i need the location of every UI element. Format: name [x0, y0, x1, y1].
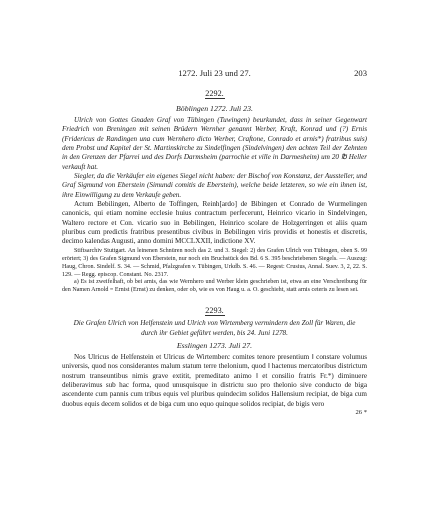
running-head-title: 1272. Juli 23 und 27. [178, 68, 251, 78]
charter-text: Nos Ulricus de Helfenstein et Ulricus de Wirtemberc comites tenore presentium ‖ constare volumus universis, quod nos considerantes malum statum terre thelonium, quod ‖ hactenus mercatoribus districtum nostrum transeuntibus nimis grave extitit, premeditato animo ‖ et consilio fratris Fr.*) diminuere deliberavimus sub hac forma, quod unusquisque in districtu suo pro thelonio sive conducto de biga ascendente cum pannis cum tribus equis vel pluribus quindecim solidos Hallensium recipiat, de biga cum duobus equis decem solidos et de biga cum uno equo quinque solidos recipiat, de bigis vero [62, 352, 367, 408]
sheet-signature: 26 * [355, 408, 367, 416]
document-number: 2292. [205, 89, 224, 98]
document-regest-2: Die Grafen Ulrich von Helfenstein und Ulrich von Wirtemberg vermindern den Zoll für Waren, die durch ihr Gebiet geführt werden, bis 24. Juni 1278. [73, 319, 356, 337]
divider-2 [205, 315, 225, 316]
divider [205, 98, 225, 99]
running-header [62, 68, 367, 80]
archival-note: Stiftsarchiv Stuttgart. An leinenen Schnüren noch das 2. und 3. Siegel: 2) des Grafen Ulrich von Tübingen, oben S. 99 erörtert; 3) des Grafen Sigmund von Eberstein, nur noch ein Bruchstück des Bd. 6 S. 395 beschriebenen Siegels. — Auszug: Haug, Chron. Sindelf. S. 34. — Schmid, Pfalzgrafen v. Tübingen, Urkdb. S. 46. — Regest: Crusius, Annal. Suev. 3, 2, 22. S. 129. — Regg. episcop. Constant. No. 2317. [62, 247, 367, 278]
footnote-a: a) Es ist zweifelhaft, ob bei arnis, das wie Wernhero und Werber klein geschrieben ist, etwa an eine Verschreibung für den Namen Arnold = Ernist (Ernst) zu denken, oder ob, wie es von Haug u. a. O. geschieht, statt arnis ceteris zu lesen sei. [62, 279, 367, 294]
actum-paragraph: Actum Bebilingen, Alberto de Toffingen, Reinh[ardo] de Bibingen et Conrado de Wurmelingen canonicis, qui etiam nomine ecclesie huius contractum perfecerunt, Heinrico vicario in Sindelvingen, Waltero rectore et Con. vicario suo in Bebilingen, Heinrico scolare de Holzgerringen et aliis quam pluribus cum predictis fratribus presentibus civibus in Bebilingen viris providis et honestis et discretis, decimo kalendas Augusti, anno domini MCCLXXII, indictione XV. [62, 200, 367, 246]
document-regest: Ulrich von Gottes Gnaden Graf von Tübingen (Tuwingen) beurkundet, dass in seiner Gegenwart Friedrich von Breningen mit seinen Brüdern Wernher genannt Werber, Kraft, Konrad und (?) Ernis (Fridericus de Randingen una cum Wernhero dicto Werber, Craftone, Conrado et arnis*) fratribus suis) dem Probst und Kapitel der St. Martinskirche zu Sindelfingen (Sindelvingen) den achten Teil der Zehnten in den Grenzen der Pfarrei und des Dorfs Darmsheim (parrochie et ville in Darmesheim) um 20 ℔ Heller verkauft hat. [62, 116, 367, 171]
document-dateline-2: Esslingen 1273. Juli 27. [176, 340, 253, 350]
page-number: 203 [354, 68, 367, 78]
sealers-paragraph: Siegler, da die Verkäufer ein eigenes Siegel nicht haben: der Bischof von Konstanz, der Aussteller, und Graf Sigmund von Eberstein (Simundi comitis de Eberstein), welche beide letzteren, so wie ein ihnen ist, ihre Einwilligung zu dem Verkaufe geben. [62, 172, 367, 199]
document-number-2: 2293. [205, 306, 224, 316]
document-dateline: Böblingen 1272. Juli 23. [176, 104, 253, 113]
